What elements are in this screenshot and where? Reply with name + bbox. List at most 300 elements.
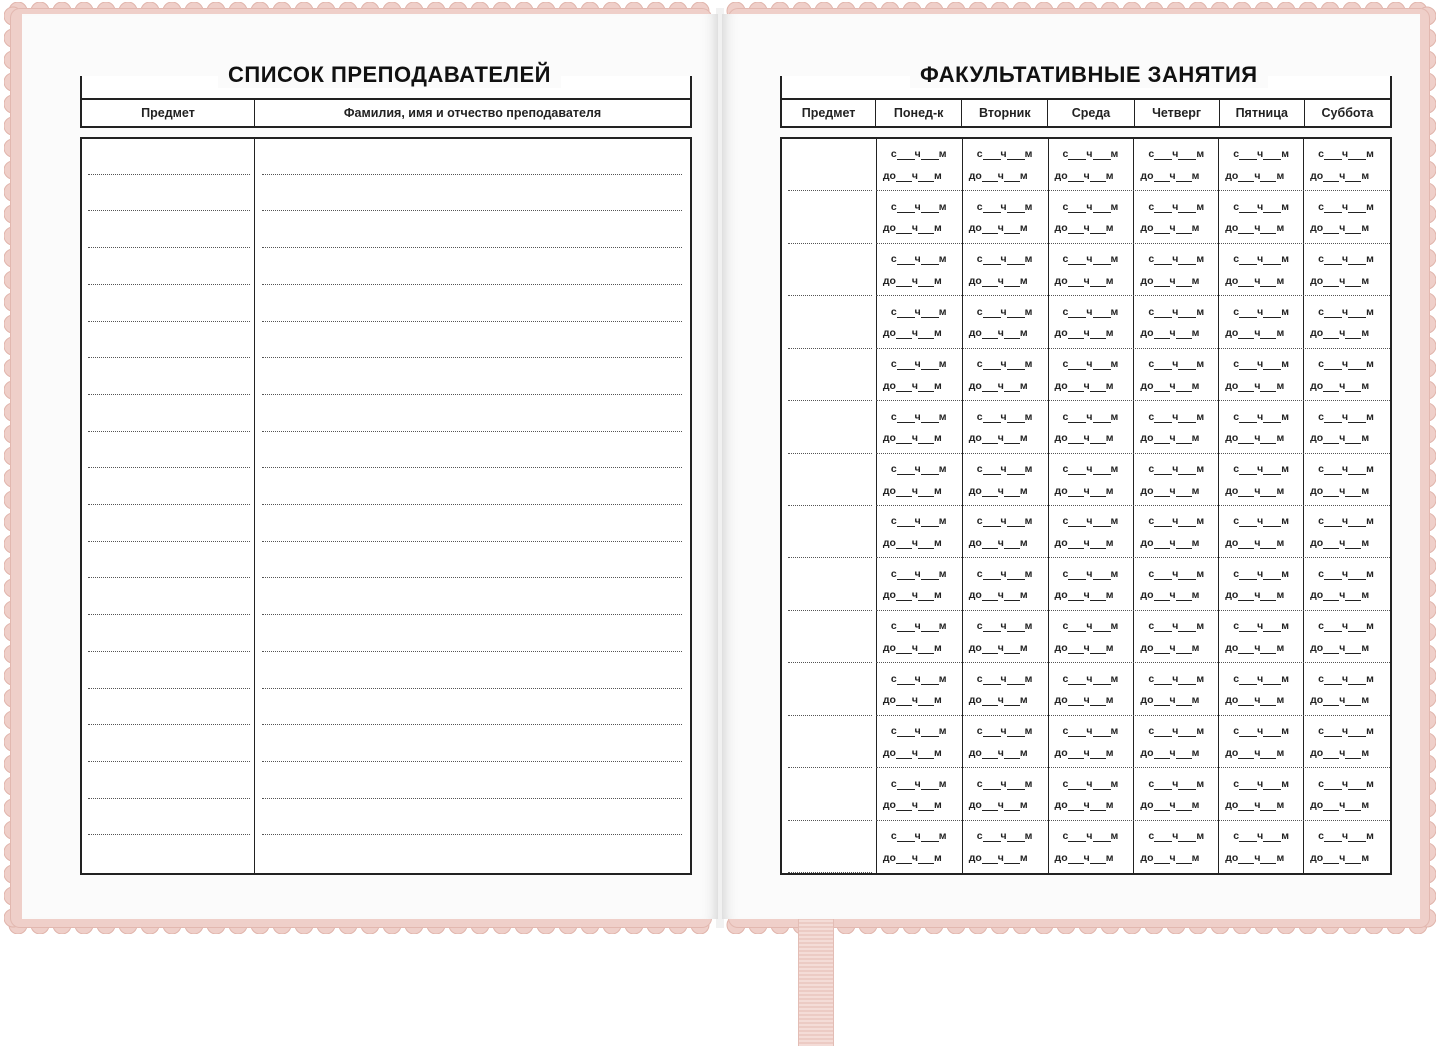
schedule-time-cell[interactable]: [1304, 821, 1390, 873]
schedule-row: [782, 611, 1390, 663]
time-from: с ч м: [1062, 253, 1119, 266]
teachers-table[interactable]: [80, 137, 692, 875]
teacher-row-line: [262, 541, 682, 542]
time-from: с ч м: [1062, 567, 1119, 580]
schedule-time-cell[interactable]: [1134, 244, 1219, 296]
time-from: с ч м: [1318, 830, 1374, 843]
time-from: с ч м: [1148, 253, 1205, 266]
schedule-time-cell[interactable]: [1134, 401, 1219, 454]
time-from: с ч м: [890, 830, 947, 843]
time-to: до ч м: [1140, 851, 1200, 864]
time-from: с ч м: [1318, 463, 1374, 476]
time-to: до ч м: [968, 169, 1028, 182]
time-to: до ч м: [1054, 799, 1114, 812]
time-to: до ч м: [1310, 484, 1370, 497]
time-from: с ч м: [1062, 830, 1119, 843]
time-from: с ч м: [976, 200, 1033, 213]
schedule-time-cell[interactable]: [1049, 558, 1135, 611]
time-from: с ч м: [976, 463, 1033, 476]
schedule-time-cell[interactable]: [1049, 296, 1135, 349]
teacher-row-line: [262, 688, 682, 689]
time-to: до ч м: [1310, 641, 1370, 654]
time-to: до ч м: [1054, 536, 1114, 549]
electives-title: ФАКУЛЬТАТИВНЫЕ ЗАНЯТИЯ: [910, 62, 1268, 88]
time-to: до ч м: [968, 851, 1028, 864]
time-to: до ч м: [1310, 432, 1370, 445]
subject-write-line: [788, 872, 872, 873]
column-header-teacher-name: Фамилия, имя и отчество преподавателя: [343, 106, 602, 120]
schedule-time-cell[interactable]: [1219, 349, 1304, 401]
schedule-time-cell[interactable]: [1134, 506, 1219, 558]
column-header-3: Среда: [1048, 100, 1134, 126]
schedule-time-cell[interactable]: [963, 244, 1049, 296]
schedule-time-cell[interactable]: [1304, 139, 1390, 191]
column-header-4: Четверг: [1135, 100, 1220, 126]
time-from: с ч м: [1062, 777, 1119, 790]
time-from: с ч м: [1233, 148, 1289, 161]
schedule-time-cell[interactable]: [1049, 191, 1135, 244]
schedule-time-cell[interactable]: [1134, 716, 1219, 768]
schedule-subject-cell[interactable]: [782, 244, 877, 296]
teacher-row-line: [88, 577, 250, 578]
time-to: до ч м: [882, 169, 942, 182]
schedule-row: [782, 716, 1390, 768]
schedule-time-cell[interactable]: [1134, 454, 1219, 506]
time-to: до ч м: [882, 851, 942, 864]
schedule-time-cell[interactable]: [1049, 506, 1135, 558]
time-to: до ч м: [1225, 222, 1285, 235]
schedule-time-cell[interactable]: [1134, 191, 1219, 244]
time-from: с ч м: [1062, 515, 1119, 528]
schedule-time-cell[interactable]: [1219, 296, 1304, 349]
schedule-subject-cell[interactable]: [782, 191, 877, 244]
time-from: с ч м: [1233, 777, 1289, 790]
time-from: с ч м: [1062, 463, 1119, 476]
time-to: до ч м: [1310, 222, 1370, 235]
schedule-time-cell[interactable]: [1304, 401, 1390, 454]
time-from: с ч м: [976, 305, 1033, 318]
schedule-time-cell[interactable]: [877, 663, 963, 716]
schedule-time-cell[interactable]: [1219, 768, 1304, 821]
time-to: до ч м: [1225, 641, 1285, 654]
time-to: до ч м: [1310, 169, 1370, 182]
time-to: до ч м: [1310, 851, 1370, 864]
time-from: с ч м: [890, 305, 947, 318]
schedule-time-cell[interactable]: [1134, 821, 1219, 873]
time-to: до ч м: [1225, 536, 1285, 549]
time-from: с ч м: [976, 567, 1033, 580]
schedule-time-cell[interactable]: [1219, 454, 1304, 506]
schedule-time-cell[interactable]: [877, 611, 963, 663]
time-to: до ч м: [1310, 274, 1370, 287]
schedule-row: [782, 821, 1390, 873]
schedule-row: [782, 191, 1390, 244]
schedule-time-cell[interactable]: [963, 821, 1049, 873]
schedule-row: [782, 244, 1390, 296]
time-from: с ч м: [976, 515, 1033, 528]
schedule-time-cell[interactable]: [963, 349, 1049, 401]
time-to: до ч м: [1140, 484, 1200, 497]
time-from: с ч м: [1062, 148, 1119, 161]
time-from: с ч м: [1148, 672, 1205, 685]
left-page: [22, 14, 718, 919]
schedule-subject-cell[interactable]: [782, 611, 877, 663]
schedule-time-cell[interactable]: [1134, 611, 1219, 663]
time-from: с ч м: [1318, 200, 1374, 213]
schedule-time-cell[interactable]: [1304, 558, 1390, 611]
time-to: до ч м: [1225, 851, 1285, 864]
time-to: до ч м: [1140, 694, 1200, 707]
schedule-time-cell[interactable]: [877, 454, 963, 506]
schedule-time-cell[interactable]: [963, 296, 1049, 349]
schedule-row: [782, 349, 1390, 401]
time-to: до ч м: [1310, 694, 1370, 707]
column-header-1: Понед-к: [876, 100, 962, 126]
teacher-row-line: [88, 724, 250, 725]
time-to: до ч м: [1225, 799, 1285, 812]
time-to: до ч м: [1054, 169, 1114, 182]
time-from: с ч м: [976, 725, 1033, 738]
schedule-time-cell[interactable]: [1304, 611, 1390, 663]
time-to: до ч м: [968, 589, 1028, 602]
schedule-subject-cell[interactable]: [782, 716, 877, 768]
schedule-time-cell[interactable]: [877, 401, 963, 454]
schedule-time-cell[interactable]: [1219, 663, 1304, 716]
time-to: до ч м: [1225, 589, 1285, 602]
time-from: с ч м: [1233, 567, 1289, 580]
teacher-row-line: [88, 761, 250, 762]
time-from: с ч м: [1148, 463, 1205, 476]
schedule-time-cell[interactable]: [1219, 191, 1304, 244]
teacher-row-line: [88, 394, 250, 395]
time-to: до ч м: [882, 746, 942, 759]
schedule-time-cell[interactable]: [1134, 139, 1219, 191]
time-to: до ч м: [968, 432, 1028, 445]
time-from: с ч м: [976, 148, 1033, 161]
time-to: до ч м: [1140, 222, 1200, 235]
time-from: с ч м: [1233, 200, 1289, 213]
time-to: до ч м: [882, 274, 942, 287]
schedule-time-cell[interactable]: [963, 139, 1049, 191]
teacher-row-line: [262, 761, 682, 762]
schedule-time-cell[interactable]: [963, 558, 1049, 611]
time-to: до ч м: [968, 222, 1028, 235]
time-to: до ч м: [1140, 799, 1200, 812]
teacher-row-line: [262, 798, 682, 799]
schedule-time-cell[interactable]: [963, 506, 1049, 558]
schedule-time-cell[interactable]: [1219, 821, 1304, 873]
teacher-row-line: [262, 504, 682, 505]
teacher-row-line: [262, 577, 682, 578]
teacher-row-line: [262, 247, 682, 248]
teacher-row-line: [88, 210, 250, 211]
teacher-row-line: [88, 834, 250, 835]
schedule-time-cell[interactable]: [1304, 768, 1390, 821]
time-from: с ч м: [1148, 567, 1205, 580]
schedule-subject-cell[interactable]: [782, 401, 877, 454]
schedule-time-cell[interactable]: [1049, 768, 1135, 821]
schedule-time-cell[interactable]: [1134, 296, 1219, 349]
schedule-subject-cell[interactable]: [782, 296, 877, 349]
schedule-time-cell[interactable]: [963, 663, 1049, 716]
schedule-time-cell[interactable]: [1049, 401, 1135, 454]
schedule-time-cell[interactable]: [1049, 611, 1135, 663]
time-from: с ч м: [1233, 253, 1289, 266]
time-from: с ч м: [1148, 200, 1205, 213]
schedule-time-cell[interactable]: [963, 716, 1049, 768]
teacher-row-line: [262, 357, 682, 358]
column-header-2: Вторник: [962, 100, 1048, 126]
schedule-subject-cell[interactable]: [782, 454, 877, 506]
schedule-time-cell[interactable]: [1219, 139, 1304, 191]
schedule-time-cell[interactable]: [877, 716, 963, 768]
time-from: с ч м: [1062, 410, 1119, 423]
schedule-time-cell[interactable]: [1134, 558, 1219, 611]
schedule-time-cell[interactable]: [1219, 244, 1304, 296]
schedule-time-cell[interactable]: [1304, 506, 1390, 558]
time-to: до ч м: [1140, 379, 1200, 392]
column-header-5: Пятница: [1220, 100, 1305, 126]
time-from: с ч м: [1233, 358, 1289, 371]
schedule-time-cell[interactable]: [1049, 716, 1135, 768]
time-from: с ч м: [976, 830, 1033, 843]
schedule-time-cell[interactable]: [1134, 349, 1219, 401]
teacher-row-line: [262, 724, 682, 725]
time-from: с ч м: [1233, 410, 1289, 423]
time-from: с ч м: [890, 253, 947, 266]
schedule-time-cell[interactable]: [1219, 611, 1304, 663]
time-to: до ч м: [882, 327, 942, 340]
time-to: до ч м: [968, 274, 1028, 287]
time-from: с ч м: [1148, 515, 1205, 528]
schedule-subject-cell[interactable]: [782, 768, 877, 821]
schedule-time-cell[interactable]: [1219, 506, 1304, 558]
time-from: с ч м: [976, 672, 1033, 685]
time-from: с ч м: [1148, 148, 1205, 161]
time-to: до ч м: [1140, 169, 1200, 182]
time-to: до ч м: [1140, 641, 1200, 654]
time-to: до ч м: [882, 536, 942, 549]
teacher-row-line: [88, 614, 250, 615]
time-from: с ч м: [1233, 515, 1289, 528]
schedule-time-cell[interactable]: [1049, 454, 1135, 506]
schedule-subject-cell[interactable]: [782, 821, 877, 873]
time-to: до ч м: [1054, 432, 1114, 445]
schedule-time-cell[interactable]: [1304, 716, 1390, 768]
time-to: до ч м: [1225, 694, 1285, 707]
time-from: с ч м: [890, 515, 947, 528]
time-from: с ч м: [976, 253, 1033, 266]
schedule-time-cell[interactable]: [877, 191, 963, 244]
time-from: с ч м: [1318, 358, 1374, 371]
electives-header: [780, 62, 1392, 128]
teacher-row-line: [88, 504, 250, 505]
time-to: до ч м: [1054, 851, 1114, 864]
bookmark-ribbon[interactable]: [798, 918, 834, 1046]
time-from: с ч м: [1062, 200, 1119, 213]
time-from: с ч м: [1062, 672, 1119, 685]
time-to: до ч м: [1054, 589, 1114, 602]
schedule-time-cell[interactable]: [1219, 401, 1304, 454]
time-from: с ч м: [1318, 672, 1374, 685]
schedule-time-cell[interactable]: [1304, 191, 1390, 244]
schedule-subject-cell[interactable]: [782, 139, 877, 191]
schedule-time-cell[interactable]: [963, 454, 1049, 506]
time-from: с ч м: [890, 463, 947, 476]
time-to: до ч м: [1140, 327, 1200, 340]
teacher-row-line: [262, 210, 682, 211]
time-from: с ч м: [1233, 672, 1289, 685]
time-to: до ч м: [1225, 327, 1285, 340]
schedule-time-cell[interactable]: [1049, 821, 1135, 873]
schedule-time-cell[interactable]: [1304, 454, 1390, 506]
time-to: до ч м: [882, 379, 942, 392]
schedule-time-cell[interactable]: [877, 244, 963, 296]
schedule-time-cell[interactable]: [877, 349, 963, 401]
schedule-subject-cell[interactable]: [782, 349, 877, 401]
time-to: до ч м: [882, 694, 942, 707]
teacher-row-line: [88, 541, 250, 542]
time-from: с ч м: [890, 567, 947, 580]
schedule-time-cell[interactable]: [1304, 349, 1390, 401]
schedule-time-cell[interactable]: [1049, 349, 1135, 401]
schedule-row: [782, 663, 1390, 716]
time-to: до ч м: [1310, 379, 1370, 392]
schedule-time-cell[interactable]: [1304, 296, 1390, 349]
schedule-time-cell[interactable]: [877, 768, 963, 821]
teacher-row-line: [88, 174, 250, 175]
time-from: с ч м: [890, 410, 947, 423]
schedule-time-cell[interactable]: [877, 506, 963, 558]
time-to: до ч м: [1225, 169, 1285, 182]
time-from: с ч м: [1148, 410, 1205, 423]
time-from: с ч м: [1233, 725, 1289, 738]
schedule-subject-cell[interactable]: [782, 663, 877, 716]
schedule-time-cell[interactable]: [1304, 244, 1390, 296]
time-from: с ч м: [1062, 358, 1119, 371]
time-to: до ч м: [1140, 746, 1200, 759]
time-to: до ч м: [1310, 536, 1370, 549]
teacher-row-line: [88, 357, 250, 358]
time-to: до ч м: [1310, 799, 1370, 812]
time-to: до ч м: [968, 641, 1028, 654]
electives-schedule-table[interactable]: [780, 137, 1392, 875]
time-from: с ч м: [1148, 620, 1205, 633]
schedule-time-cell[interactable]: [963, 611, 1049, 663]
schedule-time-cell[interactable]: [877, 296, 963, 349]
schedule-time-cell[interactable]: [1219, 558, 1304, 611]
schedule-time-cell[interactable]: [1049, 244, 1135, 296]
teacher-row-line: [88, 284, 250, 285]
time-to: до ч м: [882, 799, 942, 812]
time-to: до ч м: [882, 589, 942, 602]
teachers-title: СПИСОК ПРЕПОДАВАТЕЛЕЙ: [218, 62, 561, 88]
electives-column-headers: [782, 98, 1390, 126]
schedule-row: [782, 558, 1390, 611]
teacher-row-line: [262, 321, 682, 322]
right-page: [722, 14, 1420, 919]
teacher-row-line: [262, 284, 682, 285]
schedule-time-cell[interactable]: [1049, 139, 1135, 191]
teacher-row-line: [88, 688, 250, 689]
time-to: до ч м: [1054, 641, 1114, 654]
time-to: до ч м: [1310, 746, 1370, 759]
time-to: до ч м: [1054, 222, 1114, 235]
schedule-time-cell[interactable]: [1304, 663, 1390, 716]
schedule-time-cell[interactable]: [877, 139, 963, 191]
time-from: с ч м: [890, 358, 947, 371]
time-to: до ч м: [1054, 746, 1114, 759]
time-from: с ч м: [890, 672, 947, 685]
schedule-row: [782, 296, 1390, 349]
time-to: до ч м: [1140, 589, 1200, 602]
time-to: до ч м: [1054, 484, 1114, 497]
schedule-time-cell[interactable]: [877, 558, 963, 611]
time-to: до ч м: [1140, 536, 1200, 549]
time-to: до ч м: [1225, 746, 1285, 759]
time-to: до ч м: [1140, 274, 1200, 287]
teacher-row-line: [88, 467, 250, 468]
schedule-row: [782, 506, 1390, 558]
schedule-time-cell[interactable]: [877, 821, 963, 873]
column-header-subject: Предмет: [82, 100, 255, 126]
time-to: до ч м: [968, 799, 1028, 812]
time-from: с ч м: [1233, 463, 1289, 476]
column-header-0: Предмет: [782, 100, 876, 126]
time-from: с ч м: [1318, 725, 1374, 738]
schedule-time-cell[interactable]: [963, 191, 1049, 244]
teachers-header: [80, 62, 692, 128]
time-from: с ч м: [890, 620, 947, 633]
time-to: до ч м: [1140, 432, 1200, 445]
schedule-time-cell[interactable]: [1049, 663, 1135, 716]
time-from: с ч м: [1318, 567, 1374, 580]
time-from: с ч м: [976, 620, 1033, 633]
time-to: до ч м: [1054, 327, 1114, 340]
schedule-time-cell[interactable]: [1134, 768, 1219, 821]
teachers-column-headers: [82, 98, 690, 126]
time-to: до ч м: [1054, 694, 1114, 707]
time-from: с ч м: [890, 777, 947, 790]
time-to: до ч м: [1225, 274, 1285, 287]
teacher-row-line: [88, 431, 250, 432]
teacher-row-line: [262, 174, 682, 175]
schedule-subject-cell[interactable]: [782, 558, 877, 611]
time-from: с ч м: [1148, 777, 1205, 790]
time-to: до ч м: [968, 536, 1028, 549]
schedule-time-cell[interactable]: [1134, 663, 1219, 716]
time-to: до ч м: [1054, 274, 1114, 287]
time-from: с ч м: [1318, 305, 1374, 318]
teacher-row-line: [88, 651, 250, 652]
time-from: с ч м: [1062, 305, 1119, 318]
time-from: с ч м: [1148, 725, 1205, 738]
time-to: до ч м: [1310, 327, 1370, 340]
schedule-time-cell[interactable]: [1219, 716, 1304, 768]
time-from: с ч м: [1318, 515, 1374, 528]
time-to: до ч м: [968, 379, 1028, 392]
time-from: с ч м: [976, 358, 1033, 371]
teacher-row-line: [262, 651, 682, 652]
schedule-subject-cell[interactable]: [782, 506, 877, 558]
time-from: с ч м: [890, 200, 947, 213]
teacher-row-line: [88, 798, 250, 799]
time-from: с ч м: [1318, 410, 1374, 423]
schedule-time-cell[interactable]: [963, 768, 1049, 821]
time-to: до ч м: [1310, 589, 1370, 602]
schedule-time-cell[interactable]: [963, 401, 1049, 454]
time-to: до ч м: [1225, 379, 1285, 392]
